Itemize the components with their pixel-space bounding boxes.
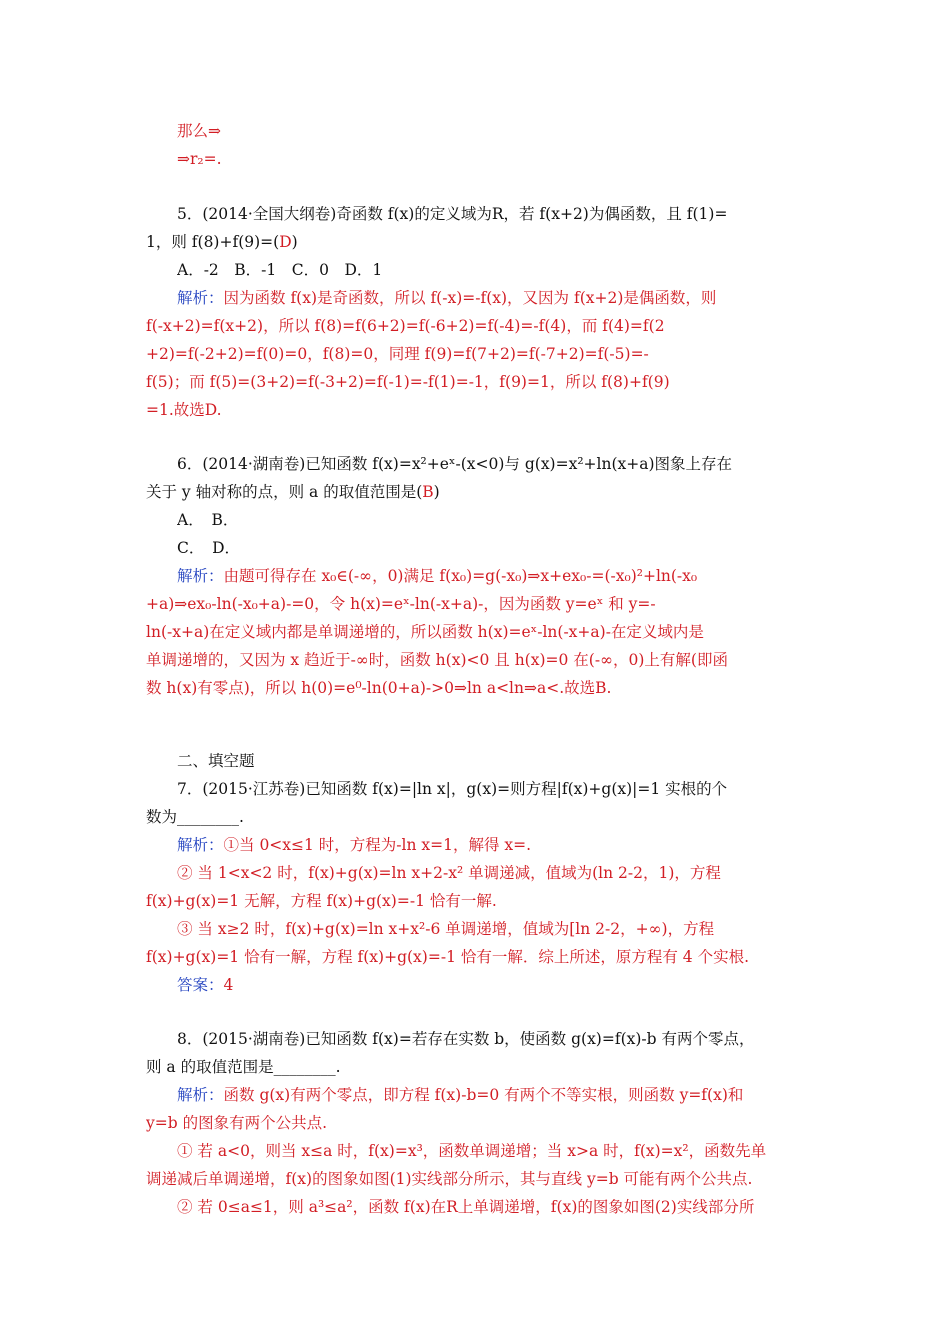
text-line bbox=[177, 1084, 810, 1106]
text-line bbox=[177, 537, 810, 559]
line-text: 由题可得存在 x₀∈(-∞，0)满足 f(x₀)=g(-x₀)⇒x+ex₀-=(-x₀)²+ln(-x₀ bbox=[223, 567, 698, 585]
line-text: f(x)+g(x)=1 无解，方程 f(x)+g(x)=-1 恰有一解. bbox=[146, 892, 497, 910]
line-text: ①当 0<x≤1 时，方程为-ln x=1，解得 x=. bbox=[223, 836, 532, 854]
text-line bbox=[146, 1112, 810, 1134]
line-text: +a)⇒ex₀-ln(-x₀+a)-=0，令 h(x)=eˣ-ln(-x+a)-，因为函数 y=eˣ 和 y=- bbox=[146, 595, 656, 613]
line-text: D bbox=[279, 233, 292, 251]
text-line bbox=[177, 750, 810, 772]
text-line bbox=[177, 120, 810, 142]
line-text: C． D． bbox=[177, 539, 241, 557]
text-line bbox=[177, 778, 810, 800]
text-line bbox=[146, 946, 810, 968]
line-text: 关于 y 轴对称的点，则 a 的取值范围是( bbox=[146, 483, 423, 501]
text-line bbox=[146, 399, 810, 421]
text-line bbox=[146, 1168, 810, 1190]
line-text: 4 bbox=[223, 976, 234, 994]
text-line bbox=[177, 1028, 810, 1050]
line-text: +2)=f(-2+2)=f(0)=0，f(8)=0，同理 f(9)=f(7+2)=f(-7+2)=f(-5)=- bbox=[146, 345, 649, 363]
text-line bbox=[177, 203, 810, 225]
line-text: ② 若 0≤a≤1，则 a³≤a²，函数 f(x)在R上单调递增，f(x)的图象如图(2)实线部分所 bbox=[177, 1198, 755, 1216]
line-text: 那么⇒ bbox=[177, 122, 221, 140]
label-text: 解析： bbox=[177, 836, 224, 854]
line-text: 二、填空题 bbox=[177, 752, 255, 770]
line-text: ) bbox=[433, 483, 440, 501]
label-text: 解析： bbox=[177, 567, 224, 585]
text-line bbox=[177, 453, 810, 475]
line-text: ) bbox=[291, 233, 298, 251]
line-text: 7．(2015·江苏卷)已知函数 f(x)=|ln x|，g(x)=则方程|f(x)+g(x)|=1 实根的个 bbox=[177, 780, 728, 798]
text-line bbox=[146, 371, 810, 393]
text-line bbox=[146, 621, 810, 643]
text-line bbox=[177, 974, 810, 996]
text-line bbox=[146, 315, 810, 337]
text-line bbox=[177, 287, 810, 309]
line-text: A． B． bbox=[177, 511, 239, 529]
text-line bbox=[177, 918, 810, 940]
label-text: 解析： bbox=[177, 1086, 224, 1104]
line-text: ⇒r₂=. bbox=[177, 150, 222, 168]
text-line bbox=[146, 593, 810, 615]
text-line bbox=[146, 1056, 810, 1078]
text-line bbox=[177, 509, 810, 531]
text-line bbox=[177, 1140, 810, 1162]
text-line bbox=[177, 1196, 810, 1218]
line-text: B bbox=[422, 483, 434, 501]
line-text: f(x)+g(x)=1 恰有一解，方程 f(x)+g(x)=-1 恰有一解．综上所述，原方程有 4 个实根. bbox=[146, 948, 749, 966]
text-line bbox=[146, 806, 810, 828]
text-line bbox=[146, 649, 810, 671]
text-line bbox=[177, 834, 810, 856]
label-text: 解析： bbox=[177, 289, 224, 307]
line-text: 因为函数 f(x)是奇函数，所以 f(-x)=-f(x)，又因为 f(x+2)是偶函数，则 bbox=[223, 289, 717, 307]
line-text: 函数 g(x)有两个零点，即方程 f(x)-b=0 有两个不等实根，则函数 y=f(x)和 bbox=[223, 1086, 744, 1104]
line-text: 1，则 f(8)+f(9)=( bbox=[146, 233, 280, 251]
text-line bbox=[146, 343, 810, 365]
line-text: 数为________. bbox=[146, 808, 244, 826]
line-text: 数 h(x)有零点)，所以 h(0)=e⁰-ln(0+a)->0⇒ln a<ln⇒a<.故选B. bbox=[146, 679, 612, 697]
text-line bbox=[177, 565, 810, 587]
line-text: A．-2 B．-1 C．0 D．1 bbox=[177, 261, 383, 279]
text-line bbox=[146, 677, 810, 699]
text-line bbox=[177, 259, 810, 281]
line-text: ln(-x+a)在定义域内都是单调递增的，所以函数 h(x)=eˣ-ln(-x+a)-在定义域内是 bbox=[146, 623, 704, 641]
label-text: 答案： bbox=[177, 976, 224, 994]
line-text: ② 当 1<x<2 时，f(x)+g(x)=ln x+2-x² 单调递减，值域为(ln 2-2，1)，方程 bbox=[177, 864, 721, 882]
line-text: y=b 的图象有两个公共点. bbox=[146, 1114, 328, 1132]
line-text: 调递减后单调递增，f(x)的图象如图(1)实线部分所示，其与直线 y=b 可能有两个公共点. bbox=[146, 1170, 753, 1188]
line-text: ① 若 a<0，则当 x≤a 时，f(x)=x³，函数单调递增；当 x>a 时，f(x)=x²，函数先单 bbox=[177, 1142, 767, 1160]
text-line bbox=[146, 481, 810, 503]
line-text: 5．(2014·全国大纲卷)奇函数 f(x)的定义域为R，若 f(x+2)为偶函数，且 f(1)= bbox=[177, 205, 728, 223]
line-text: ③ 当 x≥2 时，f(x)+g(x)=ln x+x²-6 单调递增，值域为[ln 2-2，+∞)，方程 bbox=[177, 920, 715, 938]
text-line bbox=[146, 231, 810, 253]
line-text: f(-x+2)=f(x+2)，所以 f(8)=f(6+2)=f(-6+2)=f(-4)=-f(4)，而 f(4)=f(2 bbox=[146, 317, 665, 335]
line-text: =1.故选D. bbox=[146, 401, 222, 419]
line-text: 6．(2014·湖南卷)已知函数 f(x)=x²+eˣ-(x<0)与 g(x)=x²+ln(x+a)图象上存在 bbox=[177, 455, 733, 473]
line-text: f(5)；而 f(5)=(3+2)=f(-3+2)=f(-1)=-f(1)=-1，f(9)=1，所以 f(8)+f(9) bbox=[146, 373, 670, 391]
line-text: 则 a 的取值范围是________. bbox=[146, 1058, 341, 1076]
line-text: 8．(2015·湖南卷)已知函数 f(x)=若存在实数 b，使函数 g(x)=f(x)-b 有两个零点， bbox=[177, 1030, 755, 1048]
text-line bbox=[146, 890, 810, 912]
line-text: 单调递增的，又因为 x 趋近于-∞时，函数 h(x)<0 且 h(x)=0 在(-∞，0)上有解(即函 bbox=[146, 651, 728, 669]
text-line bbox=[177, 862, 810, 884]
text-line bbox=[177, 148, 810, 170]
